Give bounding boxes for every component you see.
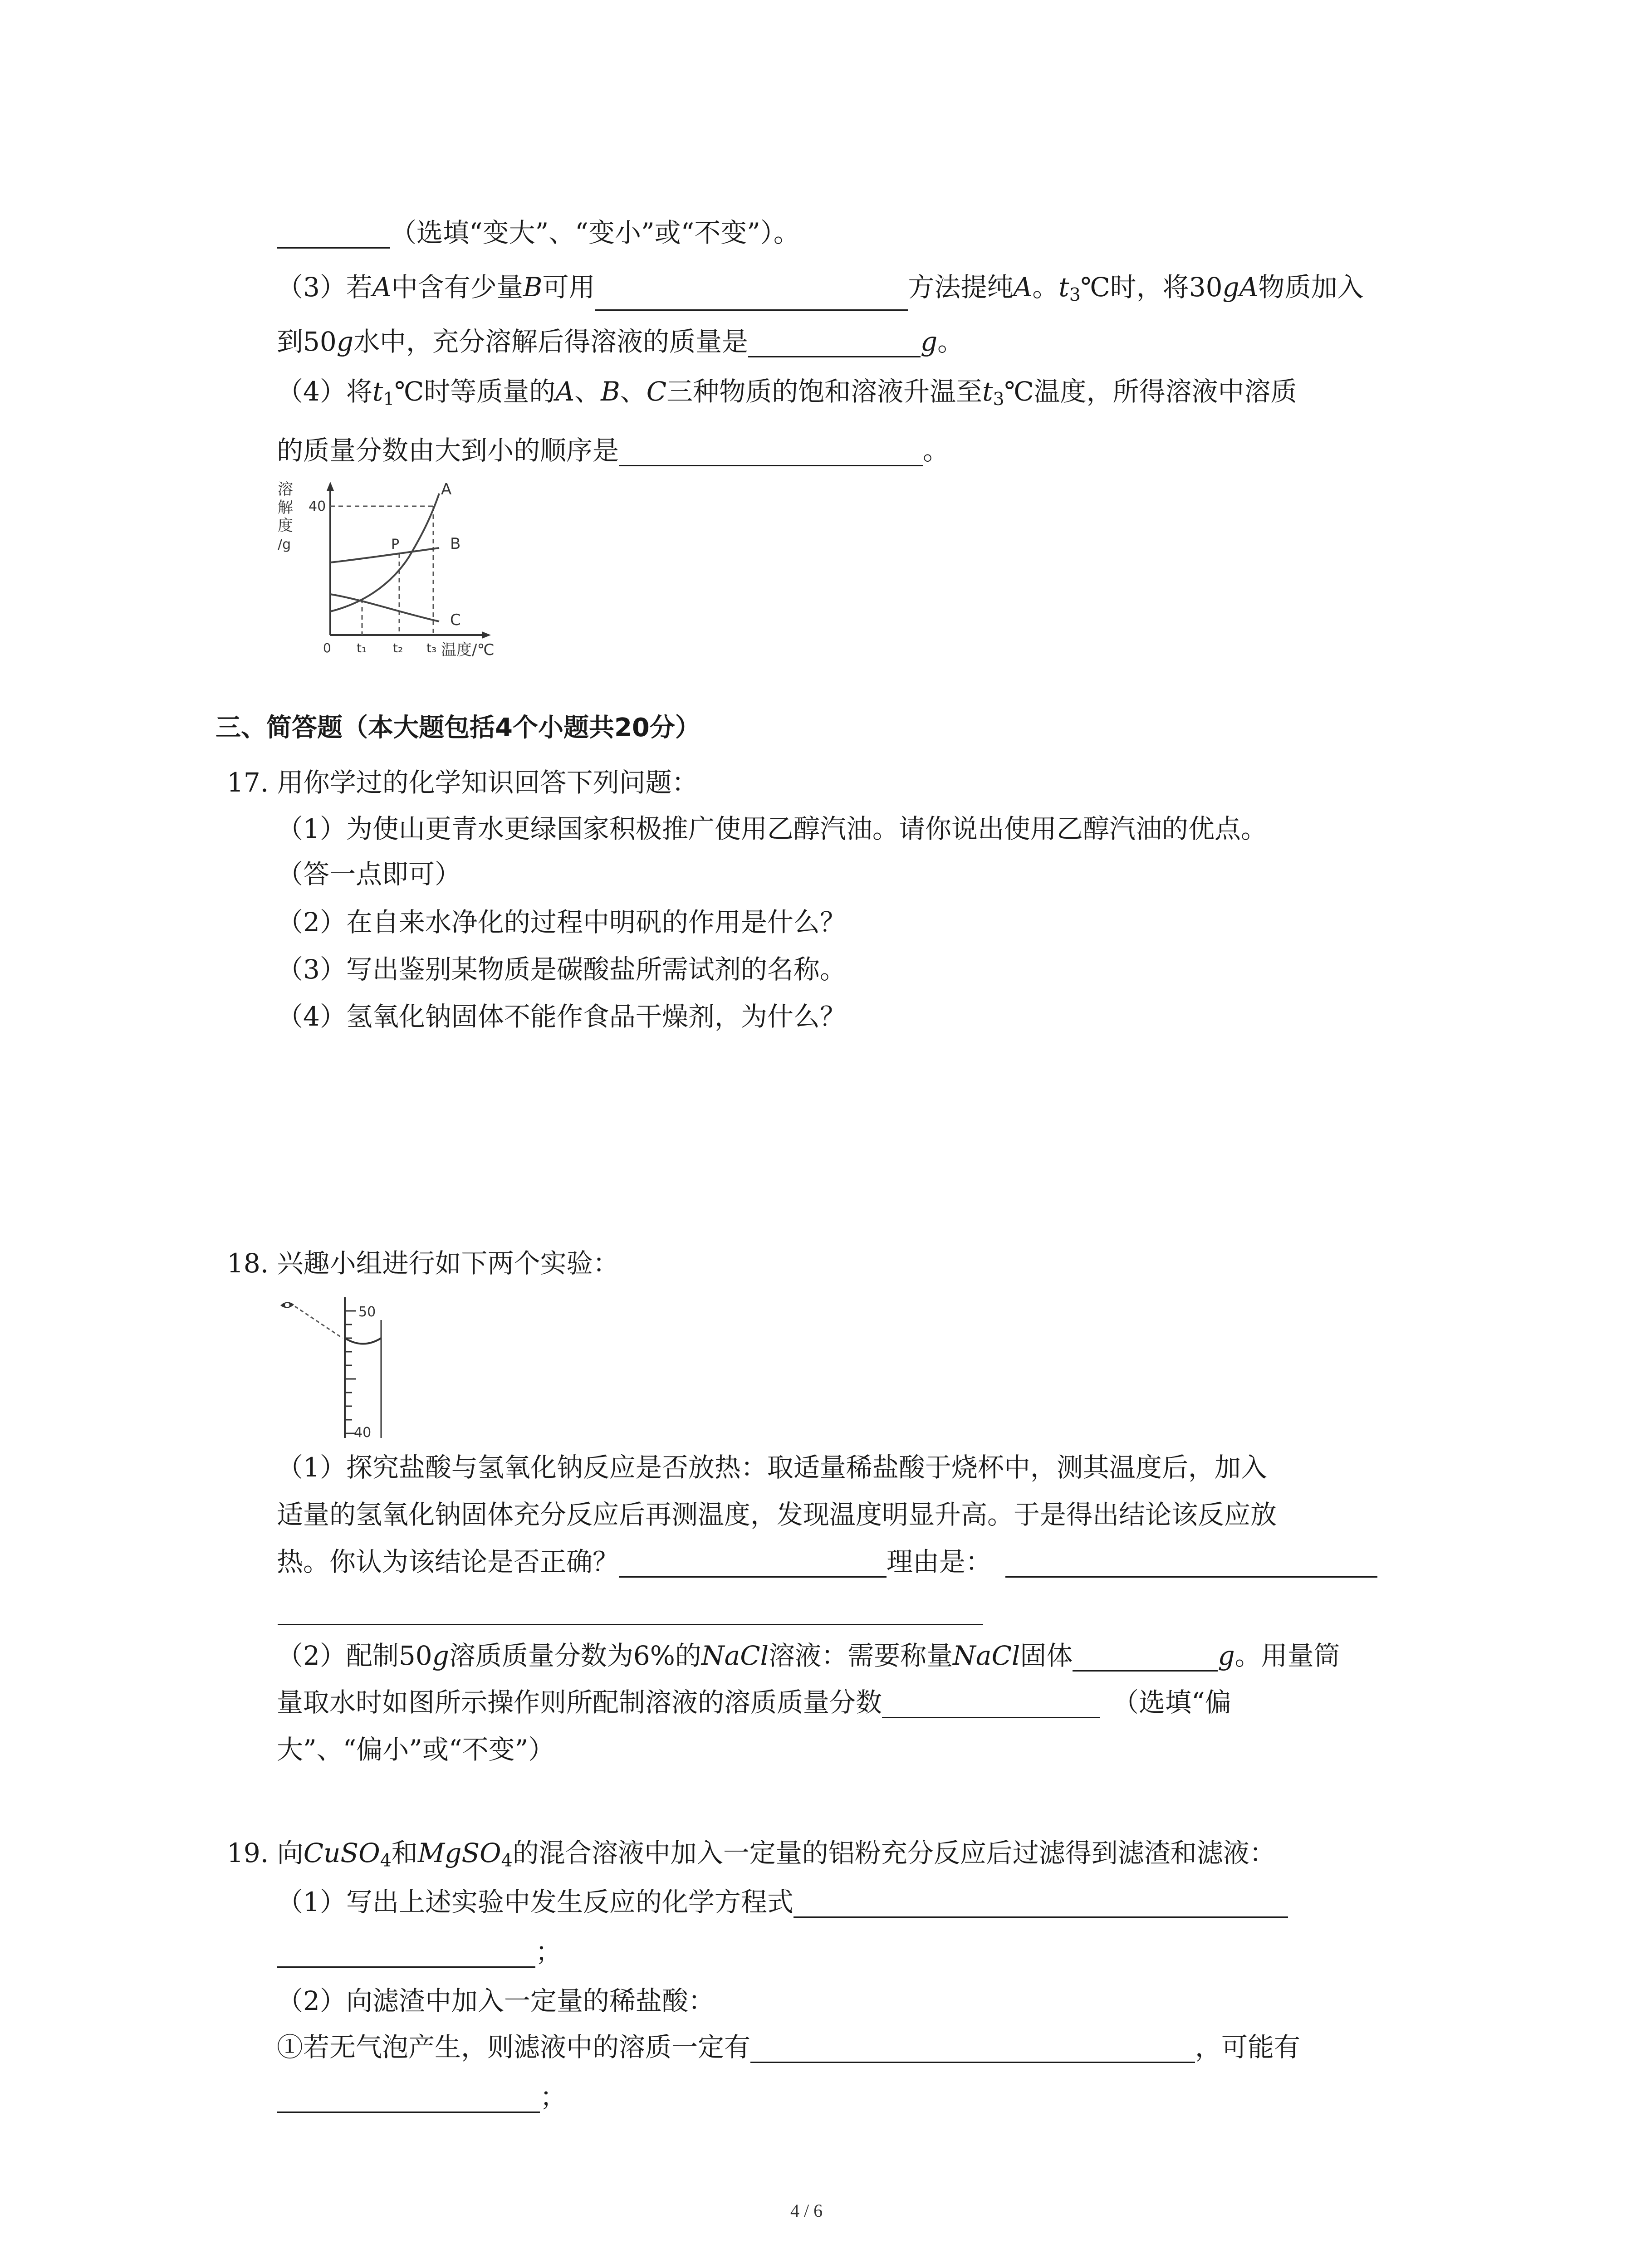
q18-part1-line2: 适量的氢氧化钠固体充分反应后再测温度，发现温度明显升高。于是得出结论该反应放: [277, 1499, 1277, 1530]
q16-part3-line2: 到50g水中，充分溶解后得溶液的质量是 g。: [277, 326, 964, 357]
q18-part2-line1: （2）配制50g溶质质量分数为6%的NaCl溶液：需要称量NaCl固体 g。用量筒: [277, 1640, 1340, 1671]
answer-blank[interactable]: [750, 2033, 1195, 2063]
answer-blank[interactable]: [1005, 1548, 1377, 1578]
graph-ylabel-char: /g: [278, 537, 291, 552]
graduated-cylinder-figure: [272, 1293, 408, 1442]
q19-stem: 19. 向CuSO$_4$和MgSO$_4$的混合溶液中加入一定量的铝粉充分反应后过滤得到滤渣和滤液：: [227, 1838, 1276, 1871]
q17-part1: （1）为使山更青水更绿国家积极推广使用乙醇汽油。请你说出使用乙醇汽油的优点。: [277, 813, 1267, 844]
curve-B: [330, 548, 439, 562]
q19-part1: （1）写出上述实验中发生反应的化学方程式: [277, 1886, 1288, 1918]
answer-blank[interactable]: [277, 1938, 535, 1968]
q17-part1-note: （答一点即可）: [277, 859, 461, 890]
answer-blank[interactable]: [748, 328, 921, 357]
eye-icon: [280, 1302, 294, 1308]
graph-xlabel: 温度/℃: [441, 641, 495, 659]
answer-blank[interactable]: [277, 219, 390, 249]
sight-line: [295, 1306, 343, 1338]
graph-ylabel-char: 度: [278, 517, 293, 535]
graph-ylabel-char: 解: [278, 499, 293, 517]
graph-ylabel-char: 溶: [278, 481, 293, 499]
meniscus: [345, 1338, 381, 1344]
graph-origin: 0: [323, 640, 331, 655]
q19-part2-1-line2: ；: [277, 2081, 566, 2113]
graph-label-P: P: [391, 537, 400, 552]
graph-x-arrow: [482, 631, 491, 639]
cylinder-label-50: 50: [358, 1304, 376, 1320]
q18-part1-line3: 热。你认为该结论是否正确？ 理由是：: [277, 1546, 1377, 1578]
graph-ytick-40: 40: [309, 499, 326, 514]
q17-part3: （3）写出鉴别某物质是碳酸盐所需试剂的名称。: [277, 954, 846, 985]
q19-part2: （2）向滤渣中加入一定量的稀盐酸：: [277, 1985, 715, 2016]
curve-C: [330, 594, 439, 621]
page-number: 4 / 6: [790, 2200, 823, 2221]
section-heading: 三、简答题（本大题包括4个小题共20分）: [216, 713, 700, 743]
q17-part2: （2）在自来水净化的过程中明矾的作用是什么？: [277, 907, 846, 938]
graph-xtick-t1: t₁: [357, 640, 367, 655]
q18-part2-line3: 大”、“偏小”或“不变”）: [277, 1734, 555, 1765]
q16-part3-line1: （3）若A中含有少量B可用 方法提纯A。$t_3℃$时，将30gA物质加入: [277, 271, 1364, 311]
q16-part4-line2: 的质量分数由大到小的顺序是 。: [277, 435, 950, 466]
graph-xtick-t2: t₂: [393, 640, 403, 655]
graph-label-C: C: [450, 611, 461, 629]
q16-part4-line1: （4）将$t_1℃$时等质量的A、B、C三种物质的饱和溶液升温至$t_3℃$温度，所得溶液中溶质: [277, 376, 1297, 410]
graph-xtick-t3: t₃: [426, 640, 437, 655]
graph-y-arrow: [327, 482, 334, 491]
q18-stem: 18. 兴趣小组进行如下两个实验：: [227, 1248, 619, 1279]
q17-stem: 17. 用你学过的化学知识回答下列问题：: [227, 767, 698, 798]
answer-blank[interactable]: [595, 281, 908, 311]
q19-part2-1: ①若无气泡产生，则滤液中的溶质一定有 ，可能有: [277, 2032, 1301, 2063]
curve-A: [330, 494, 439, 611]
graph-label-A: A: [441, 481, 452, 499]
answer-blank[interactable]: [794, 1888, 1288, 1918]
q19-part1-line2: ；: [277, 1936, 562, 1968]
answer-blank[interactable]: [278, 1624, 983, 1625]
solubility-graph: [272, 481, 526, 662]
answer-blank[interactable]: [1073, 1642, 1218, 1672]
cylinder-ticks: [345, 1311, 356, 1433]
answer-blank[interactable]: [882, 1689, 1100, 1718]
answer-blank[interactable]: [277, 2083, 540, 2113]
cylinder-label-40: 40: [354, 1425, 372, 1441]
answer-blank[interactable]: [619, 1548, 887, 1578]
graph-label-B: B: [450, 535, 461, 553]
q17-part4: （4）氢氧化钠固体不能作食品干燥剂，为什么？: [277, 1001, 846, 1032]
q18-part2-line2: 量取水时如图所示操作则所配制溶液的溶质质量分数 （选填“偏: [277, 1687, 1231, 1718]
q18-part1-line1: （1）探究盐酸与氢氧化钠反应是否放热：取适量稀盐酸于烧杯中，测其温度后，加入: [277, 1452, 1267, 1483]
q16-line-0: （选填“变大”、“变小”或“不变”）。: [277, 217, 800, 249]
answer-blank[interactable]: [619, 437, 923, 466]
